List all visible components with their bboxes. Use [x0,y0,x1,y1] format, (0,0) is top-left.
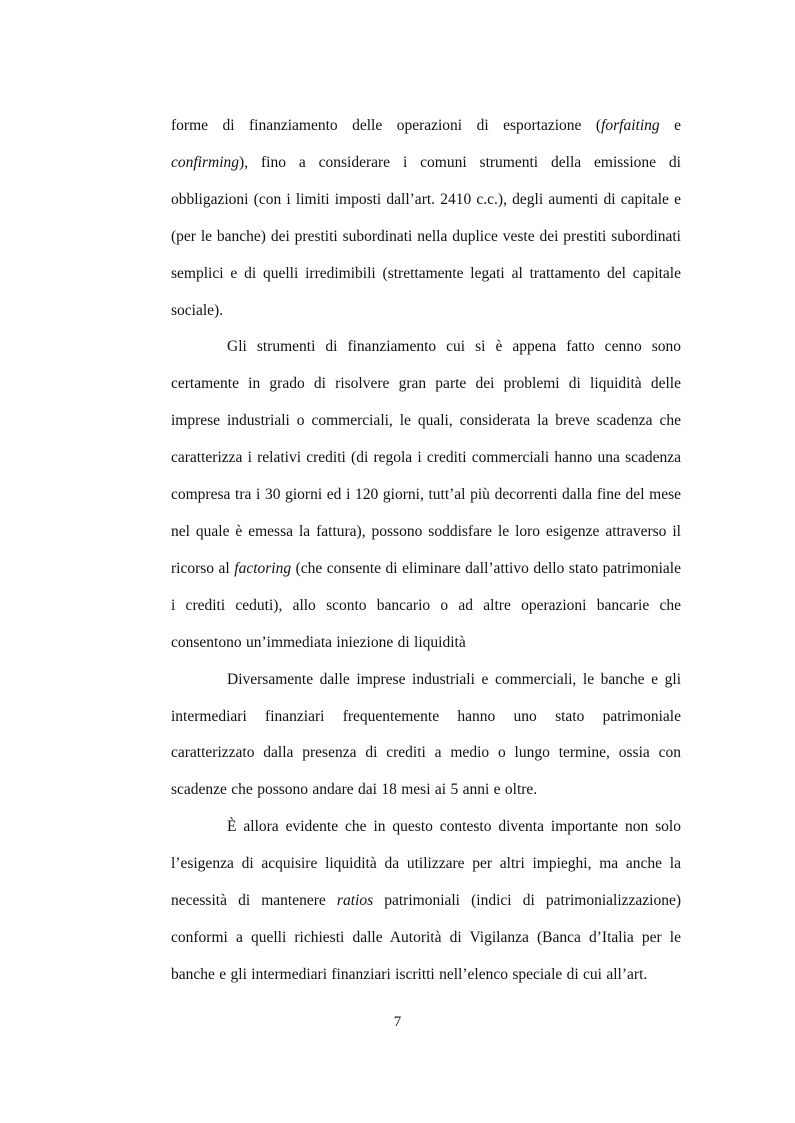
text-run: (che consente di eliminare dall’attivo dello stato patrimoniale i crediti ceduti), allo sconto bancario o ad altre operazioni bancarie che consentono un’immediata iniezione di liquidità [171,559,681,651]
italic-term: forfaiting [601,117,660,134]
paragraph-1 [171,108,681,329]
paragraph-4 [171,809,681,994]
paragraph-3 [171,662,681,810]
page-number: 7 [393,1014,402,1030]
text-run: e [659,117,681,134]
italic-term: factoring [234,559,292,577]
body-text [171,108,681,994]
text-run: forme di finanziamento delle operazioni di esportazione ( [171,117,602,134]
text-run: È allora evidente che in questo contesto diventa importante non solo l’esigenza di acquisire liquidità da utilizzare per altri impieghi, ma anche la necessità di mantenere [171,818,681,910]
italic-term: ratios [336,892,374,910]
text-run: ), fino a considerare i comuni strumenti della emissione di obbligazioni (con i limiti imposti dall’art. 2410 c.c.), degli aumenti di capitale e (per le banche) dei prestiti subordinati nella duplice veste dei prestiti subordinati semplici e di quelli irredimibili (strettamente legati al trattamento del capitale sociale). [171,153,681,319]
text-run: Diversamente dalle imprese industriali e commerciali, le banche e gli intermediari finanziari frequentemente hanno uno stato patrimoniale caratterizzato dalla presenza di crediti a medio o lungo termine, ossia con scadenze che possono andare dai 18 mesi ai 5 anni e oltre. [171,670,681,799]
italic-term: confirming [171,153,240,171]
text-run: patrimoniali (indici di patrimonializzazione) conformi a quelli richiesti dalle Autorità di Vigilanza (Banca d’Italia per le banche e gli intermediari finanziari iscritti nell’elenco speciale di cui all’art. [171,892,682,983]
paragraph-2 [171,329,681,661]
text-run: Gli strumenti di finanziamento cui si è appena fatto cenno sono certamente in grado di risolvere gran parte dei problemi di liquidità delle imprese industriali o commerciali, le quali, considerata la breve scadenza che caratterizza i relativi crediti (di regola i crediti commerciali hanno una scadenza compresa tra i 30 giorni ed i 120 giorni, tutt’al più decorrenti dalla fine del mese nel quale è emessa la fattura), possono soddisfare le loro esigenze attraverso il ricorso al [171,338,681,577]
